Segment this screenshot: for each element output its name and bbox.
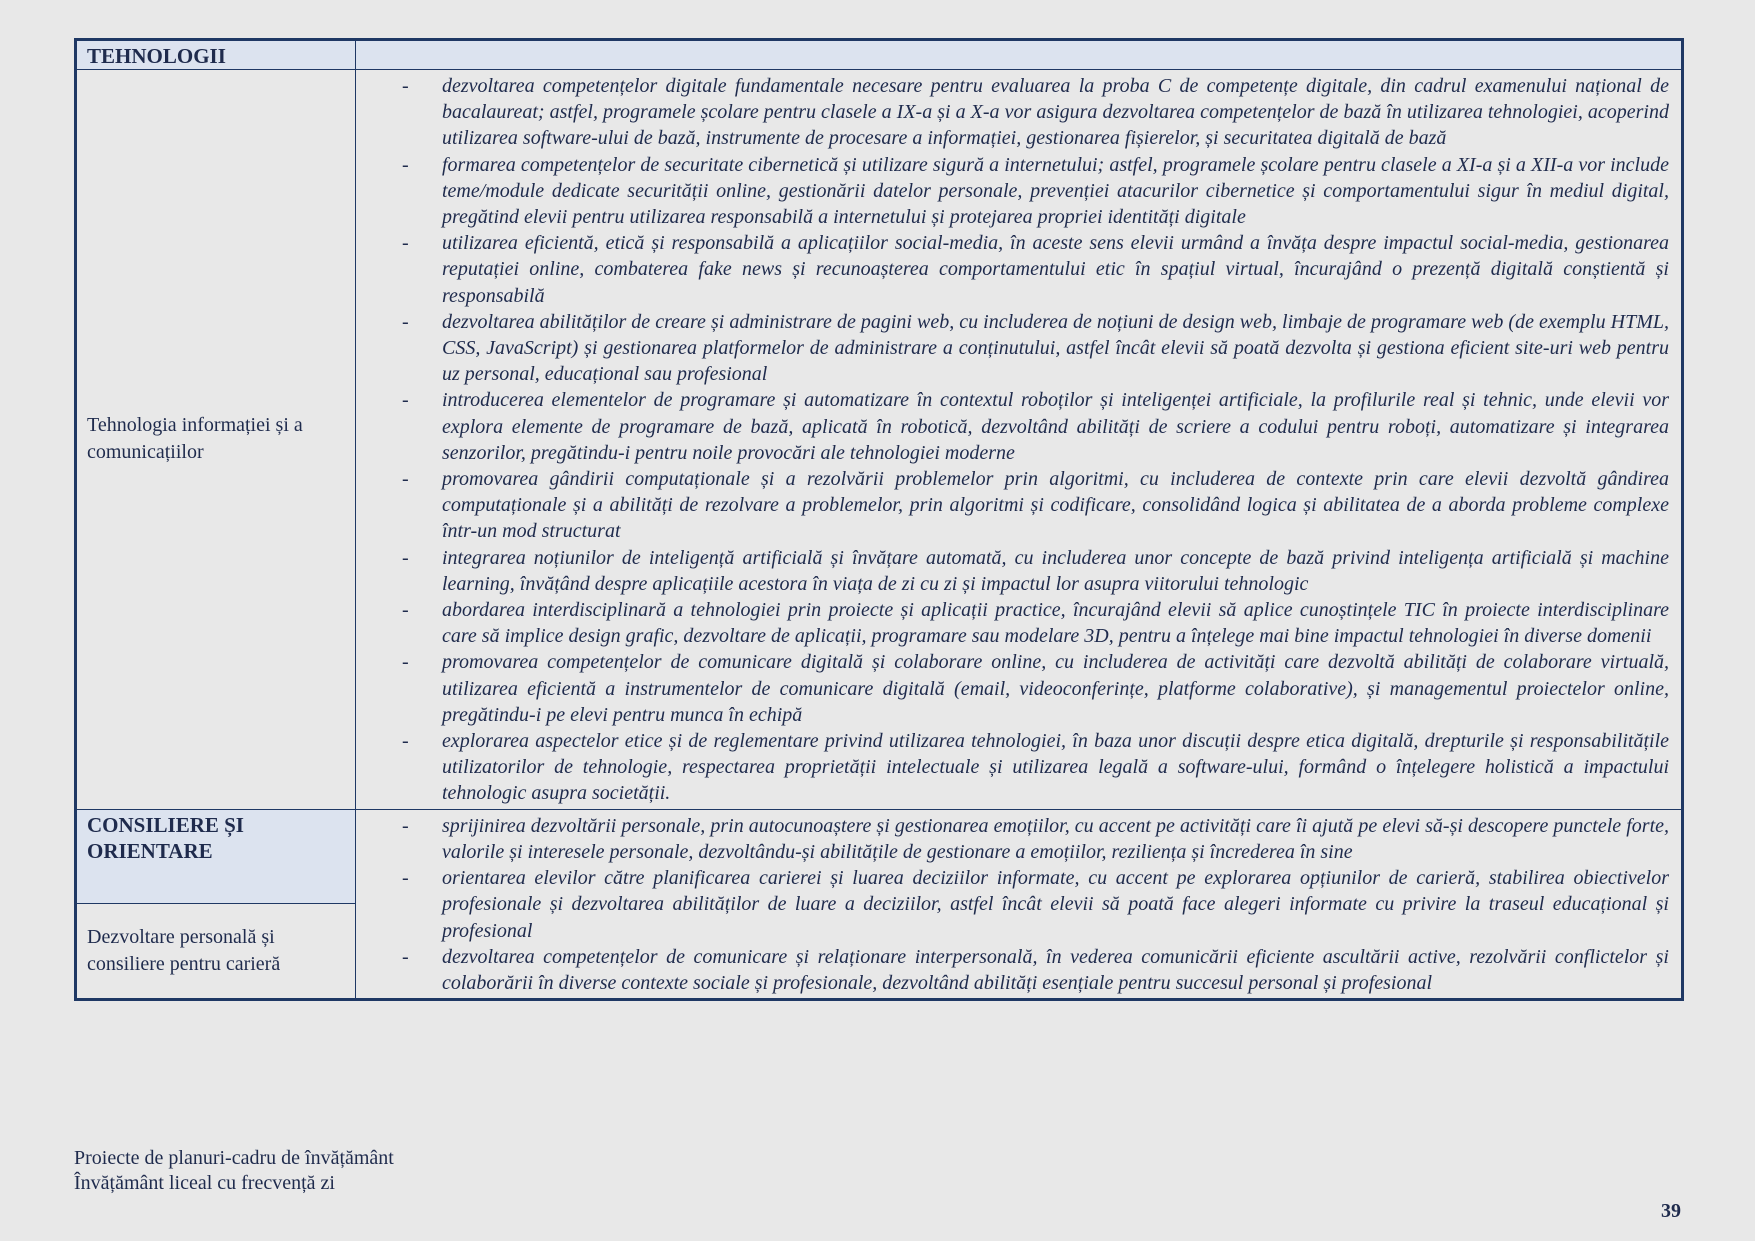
list-item <box>356 152 1669 231</box>
bullet-dash: - <box>402 153 409 176</box>
list-item-text: sprijinirea dezvoltării personale, prin autocunoaștere și gestionarea emoțiilor, cu accent pe activități care îi ajută pe elevi să-și descopere punctele forte, valorile și interesele personale, dezvoltându-și abilitățile de gestionare a emoțiilor, reziliența și încrederea în sine <box>442 814 1669 863</box>
list-item <box>356 466 1669 545</box>
list-item <box>356 865 1669 944</box>
bullet-dash: - <box>402 546 409 569</box>
section-title-counseling: CONSILIERE ȘI ORIENTARE <box>76 809 356 903</box>
footer-line-1: Proiecte de planuri-cadru de învățământ <box>74 1147 394 1169</box>
list-item <box>356 649 1669 728</box>
bullet-dash: - <box>402 867 409 890</box>
list-item <box>356 230 1669 309</box>
list-item <box>356 387 1669 466</box>
list-item-text: explorarea aspectelor etice și de reglementare privind utilizarea tehnologiei, în baza unor discuții despre etica digitală, drepturile și responsabilitățile utilizatorilor de tehnologie, respectarea proprietății intelectuale și utilizarea legală a software-ului, formând o înțelegere holistică a impactului tehnologic asupra societății. <box>442 730 1669 805</box>
list-item-text: integrarea noțiunilor de inteligență artificială și învățare automată, cu includerea unor concepte de bază privind inteligența artificială și machine learning, învățând despre aplicațiile acestora în viața de zi cu zi și impactul lor asupra viitorului tehnologic <box>442 546 1669 595</box>
subject-content-ict <box>356 70 1683 810</box>
list-item-text: formarea competențelor de securitate cibernetică și utilizare sigură a internetului; astfel, programele școlare pentru clasele a XI-a și a XII-a vor include teme/module dedicate securității online, gestionării datelor personale, prevenției atacurilor cibernetice și comportamentului sigur în mediul digital, pregătind elevii pentru utilizarea responsabilă a internetului și protejarea propriei identități digitale <box>442 153 1669 229</box>
bullet-dash: - <box>402 232 409 255</box>
bullet-list-counseling <box>356 813 1669 996</box>
list-item-text: abordarea interdisciplinară a tehnologiei prin proiecte și aplicații practice, încurajând elevii să aplice cunoștințele TIC în proiecte interdisciplinare care să implice design grafic, dezvoltare de aplicații, programare sau modelare 3D, pentru a înțelege mai bine impactul tehnologiei în diverse domenii <box>442 599 1669 648</box>
bullet-dash: - <box>402 730 409 753</box>
bullet-dash: - <box>402 468 409 491</box>
list-item-text: dezvoltarea competențelor de comunicare și relaționare interpersonală, în vederea comunicării eficiente ascultării active, rezolvării conflictelor și colaborării în diverse contexte sociale și profesionale, dezvoltând abilități esențiale pentru succesul personal și profesional <box>442 945 1669 994</box>
section-title-technologies: TEHNOLOGII <box>76 40 356 70</box>
list-item <box>356 545 1669 597</box>
list-item <box>356 73 1669 152</box>
subject-name-counseling: Dezvoltare personală și consiliere pentru carieră <box>76 904 356 1000</box>
list-item-text: introducerea elementelor de programare și automatizare în contextul roboților și inteligenței artificiale, la profilurile real și tehnic, unde elevii vor explora elemente de programare de bază, aplicată în robotică, dezvoltând abilități de scriere a codului pentru roboți, automatizare și integrarea senzorilor, pregătindu-i pentru noile provocări ale tehnologiei moderne <box>442 389 1669 464</box>
list-item <box>356 944 1669 996</box>
list-item-text: dezvoltarea competențelor digitale fundamentale necesare pentru evaluarea la proba C de competențe digitale, din cadrul examenului național de bacalaureat; astfel, programele școlare pentru clasele a IX-a și a X-a vor asigura dezvoltarea competențelor de bază în utilizarea tehnologiei, acoperind utilizarea software-ului de bază, instrumente de procesare a informației, gestionarea fișierelor, și securitatea digitală de bază <box>442 75 1669 150</box>
bullet-dash: - <box>402 814 409 837</box>
list-item <box>356 813 1669 865</box>
list-item <box>356 597 1669 649</box>
footer-line-2: Învățământ liceal cu frecvență zi <box>74 1172 335 1194</box>
list-item <box>356 309 1669 388</box>
list-item-text: promovarea gândirii computaționale și a rezolvării problemelor prin algoritmi, cu includerea de contexte prin care elevii dezvoltă gândirea computaționale și a abilități de rezolvare a problemelor, prin algoritmi și codificare, consolidând logica și abilitatea de a aborda probleme complexe într-un mod structurat <box>442 468 1669 543</box>
bullet-dash: - <box>402 389 409 412</box>
page-footer <box>74 1146 394 1196</box>
list-item-text: orientarea elevilor către planificarea carierei și luarea deciziilor informate, cu accent pe explorarea opțiunilor de carieră, stabilirea obiectivelor profesionale și dezvoltarea abilităților de luare a deciziilor, astfel încât elevii să poată face alegeri informate cu privire la traseul educațional și profesional <box>442 867 1669 942</box>
section-header-row-counseling <box>76 809 1683 903</box>
bullet-list-ict <box>356 73 1669 807</box>
subject-content-counseling <box>356 809 1683 999</box>
list-item-text: utilizarea eficientă, etică și responsabilă a aplicațiilor social-media, în aceste sens elevii urmând a învăța despre impactul social-media, gestionarea reputației online, combaterea fake news și recunoașterea comportamentului etic în spațiul virtual, încurajând o prezență digitală conștientă și responsabilă <box>442 232 1669 307</box>
section-header-empty-cell <box>356 40 1683 70</box>
bullet-dash: - <box>402 310 409 333</box>
bullet-dash: - <box>402 651 409 674</box>
list-item <box>356 728 1669 807</box>
page-number: 39 <box>1661 1200 1681 1222</box>
bullet-dash: - <box>402 599 409 622</box>
list-item-text: dezvoltarea abilităților de creare și administrare de pagini web, cu includerea de noțiuni de design web, limbaje de programare web (de exemplu HTML, CSS, JavaScript) și gestionarea platformelor de administrare a conținutului, astfel încât elevii să poată dezvolta și gestiona eficient site-uri web pentru uz personal, educațional sau profesional <box>442 310 1669 386</box>
subject-row-ict <box>76 70 1683 810</box>
bullet-dash: - <box>402 945 409 968</box>
section-header-row-technologies <box>76 40 1683 70</box>
subject-name-ict: Tehnologia informației și a comunicațiilor <box>76 70 356 810</box>
list-item-text: promovarea competențelor de comunicare digitală și colaborare online, cu includerea de activități care dezvoltă abilități de colaborare virtuală, utilizarea eficientă a instrumentelor de comunicare digitală (email, videoconferințe, platforme colaborative), și managementul proiectelor online, pregătindu-i pe elevi pentru munca în echipă <box>442 651 1669 726</box>
bullet-dash: - <box>402 75 409 97</box>
curriculum-table <box>74 38 1684 1001</box>
